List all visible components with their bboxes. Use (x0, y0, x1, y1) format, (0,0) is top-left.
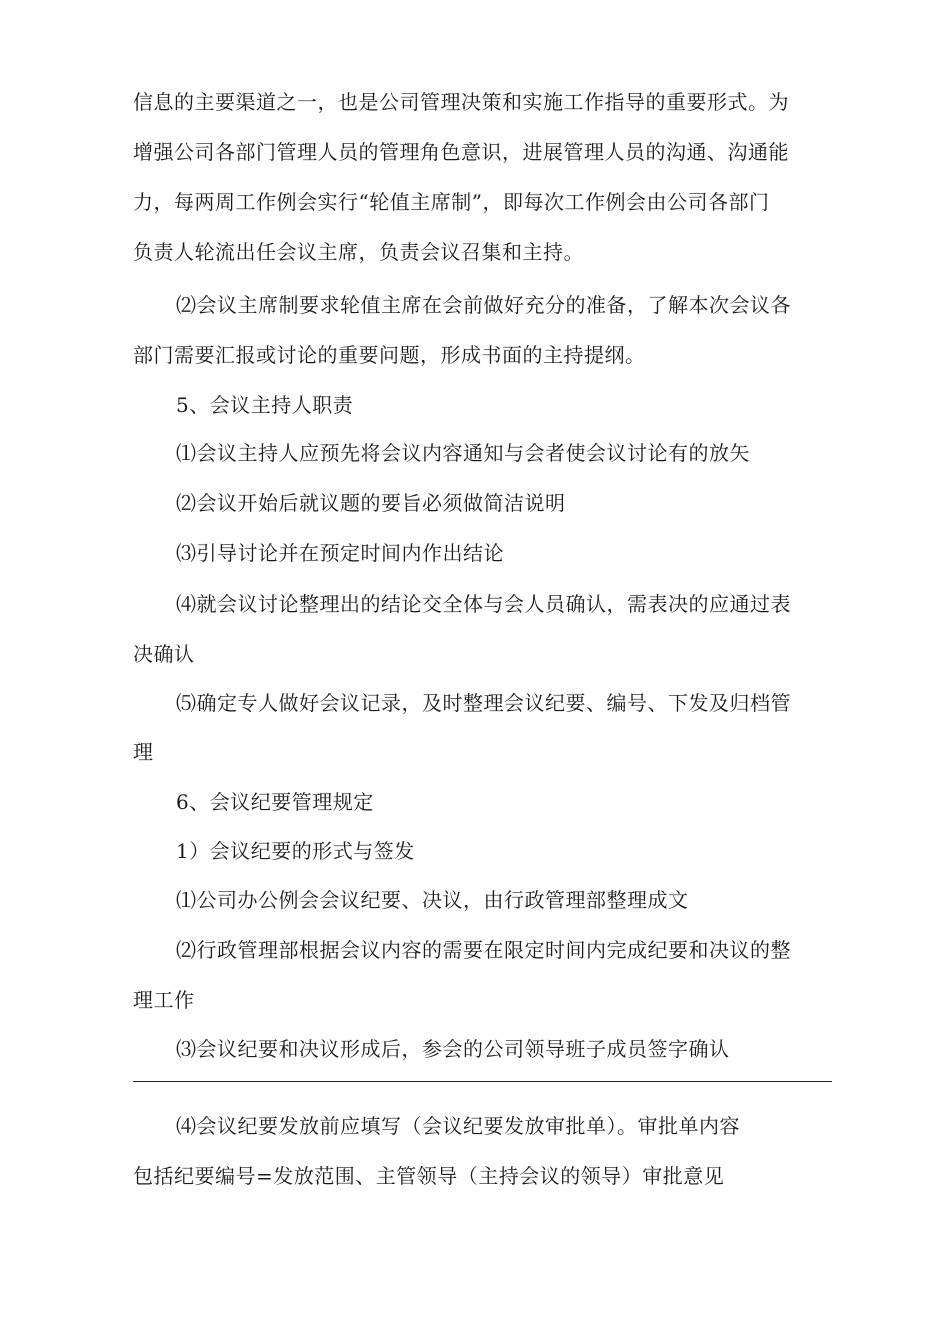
body-text-line: ⑵会议主席制要求轮值主席在会前做好充分的准备，了解本次会议各 (176, 293, 791, 317)
body-text-line: 包括纪要编号=发放范围、主管领导（主持会议的领导）审批意见 (133, 1164, 725, 1188)
body-text-line: 负责人轮流出任会议主席，负责会议召集和主持。 (133, 240, 584, 264)
section-heading: 5、会议主持人职责 (176, 393, 354, 417)
body-text-line: 理 (133, 740, 154, 764)
section-heading: 6、会议纪要管理规定 (176, 790, 374, 814)
body-text-line: 增强公司各部门管理人员的管理角色意识，进展管理人员的沟通、沟通能 (133, 140, 789, 164)
list-item: ⑴公司办公例会会议纪要、决议，由行政管理部整理成文 (176, 888, 689, 912)
subsection-heading: 1）会议纪要的形式与签发 (176, 839, 415, 863)
list-item: ⑴会议主持人应预先将会议内容通知与会者使会议讨论有的放矢 (176, 441, 750, 465)
body-text-line: 力，每两周工作例会实行“轮值主席制”，即每次工作例会由公司各部门 (133, 190, 770, 214)
body-text-line: 决确认 (133, 642, 195, 666)
body-text-line: 理工作 (133, 988, 195, 1012)
list-item: ⑷就会议讨论整理出的结论交全体与会人员确认，需表决的应通过表 (176, 592, 791, 616)
body-text-line: 信息的主要渠道之一，也是公司管理决策和实施工作指导的重要形式。为 (133, 90, 789, 114)
list-item: ⑶引导讨论并在预定时间内作出结论 (176, 541, 504, 565)
list-item: ⑷会议纪要发放前应填写（会议纪要发放审批单）。审批单内容 (176, 1114, 740, 1138)
list-item: ⑶会议纪要和决议形成后，参会的公司领导班子成员签字确认 (176, 1037, 730, 1061)
list-item: ⑸确定专人做好会议记录，及时整理会议纪要、编号、下发及归档管 (176, 691, 791, 715)
body-text-line: 部门需要汇报或讨论的重要问题，形成书面的主持提纲。 (133, 343, 646, 367)
horizontal-divider (133, 1081, 832, 1082)
list-item: ⑵行政管理部根据会议内容的需要在限定时间内完成纪要和决议的整 (176, 938, 791, 962)
list-item: ⑵会议开始后就议题的要旨必须做简洁说明 (176, 491, 566, 515)
